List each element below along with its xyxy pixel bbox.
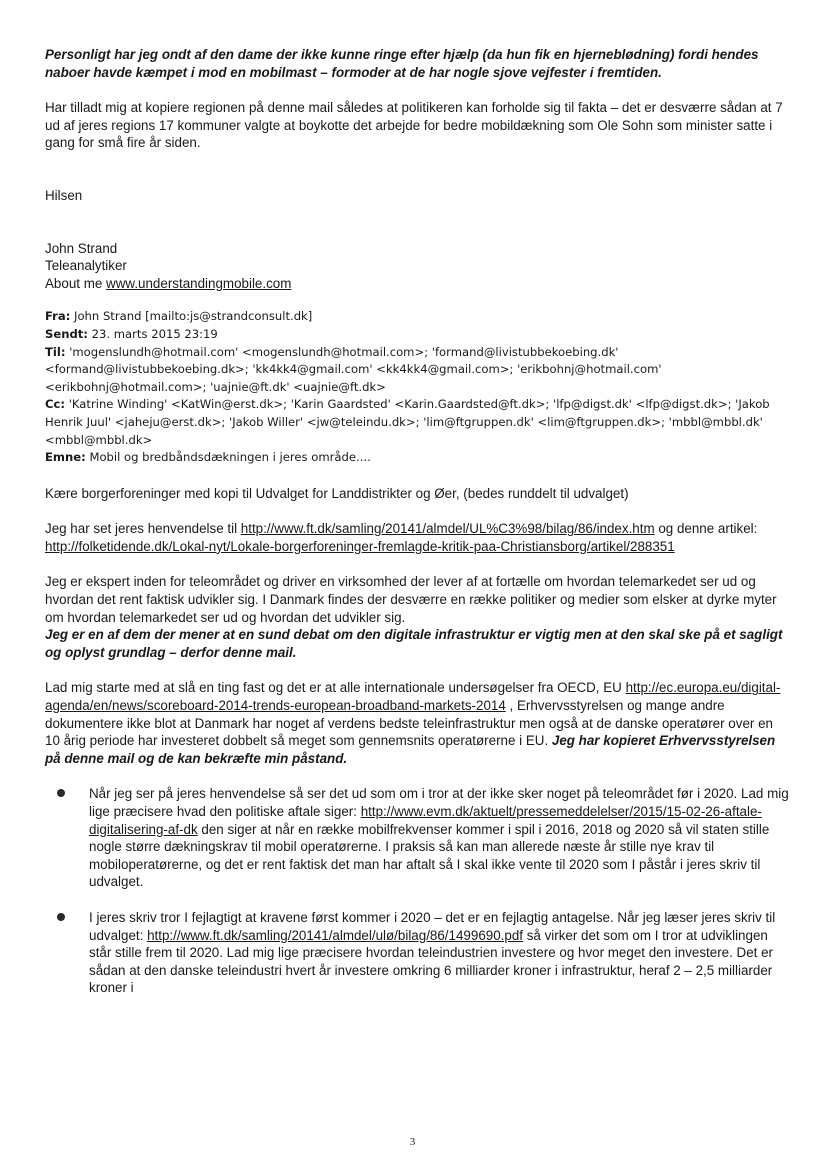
email-sent: Sendt: 23. marts 2015 23:19 — [45, 326, 218, 341]
document-page — [45, 46, 790, 997]
email-header — [45, 308, 790, 466]
salutation: Kære borgerforeninger med kopi til Udvalget for Landdistrikter og Øer, (bedes runddelt til udvalget) — [45, 485, 629, 501]
ft-pdf-link[interactable]: http://www.ft.dk/samling/20141/almdel/ulø/bilag/86/1499690.pdf — [147, 927, 523, 943]
email-cc: Cc: 'Katrine Winding' <KatWin@erst.dk>; 'Karin Gaardsted' <Karin.Gaardsted@ft.dk>; 'lfp@digst.dk' <lfp@digst.dk>; 'Jakob Henrik Juul' <jaheju@erst.dk>; 'Jakob Willer' <jw@teleindu.dk>; 'lim@ftgruppen.dk' <lim@ftgruppen.dk>; 'mbbl@mbbl.dk' <mbbl@mbbl.dk> — [45, 397, 770, 447]
page-number: 3 — [409, 1136, 416, 1148]
folketidende-link[interactable]: http://folketidende.dk/Lokal-nyt/Lokale-borgerforeninger-fremlagde-kritik-paa-Christiansborg/artikel/288351 — [45, 538, 675, 554]
signature-name: John Strand — [45, 240, 118, 256]
bullet-icon — [57, 789, 65, 797]
list-item: I jeres skriv tror I fejlagtigt at kravene først kommer i 2020 – det er en fejlagtig antagelse. Når jeg læser jeres skriv til udvalget: http://www.ft.dk/samling/20141/almdel/ulø/bilag/86/1499690.pdf så virker det som om I tror at udviklingen står stille frem til 2020. Lad mig lige præcisere hvordan teleindustrien investere og hvor meget den investere. Det er sådan at den danske teleindustri hvert år investere omkring 6 milliarder kroner i infrastruktur, heraf 2 – 2,5 milliarder kroner i — [45, 909, 790, 997]
personal-note: Personligt har jeg ondt af den dame der ikke kunne ringe efter hjælp (da hun fik en hjerneblødning) fordi hendes naboer havde kæmpet i mod en mobilmast – formoder at de har nogle sjove vejfester i fremtiden. — [45, 47, 759, 80]
signature-about: About me www.understandingmobile.com — [45, 275, 292, 291]
ft-index-link[interactable]: http://www.ft.dk/samling/20141/almdel/UL%C3%98/bilag/86/index.htm — [240, 521, 655, 537]
email-subject: Emne: Mobil og bredbåndsdækningen i jeres område.... — [45, 450, 371, 465]
bullet-icon — [57, 913, 65, 921]
list-item: Når jeg ser på jeres henvendelse så ser det ud som om i tror at der ikke sker noget på teleområdet før i 2020. Lad mig lige præcisere hvad den politiske aftale siger: http://www.evm.dk/aktuelt/pressemeddelelser/2015/15-02-26-aftale-digitalisering-af-dk den siger at når en række mobilfrekvenser kommer i spil i 2016, 2018 og 2020 så vil staten stille nogle større dækningskrav til mobil operatørerne. I praksis så kan man allerede næste år stille nye krav til mobiloperatørerne, og det er rent faktisk det man har aftalt så I skal ikke vente til 2020 som I påstår i jeres skriv til udvalget. — [45, 785, 790, 891]
region-copy-paragraph: Har tilladt mig at kopiere regionen på denne mail således at politikeren kan forholde sig til fakta – det er desværre sådan at 7 ud af jeres regions 17 kommuner valgte at boykotte det arbejde for bedre mobildækning som Ole Sohn som minister satte i gang for små fire år siden. — [45, 100, 783, 151]
evm-link[interactable]: http://www.evm.dk/aktuelt/pressemeddelelser/2015/15-02-26-aftale-digitalisering-af-dk — [89, 804, 762, 837]
ec-europa-link[interactable]: http://ec.europa.eu/digital-agenda/en/news/scoreboard-2014-trends-european-broadband-markets-2014 — [45, 680, 781, 714]
bullet-list — [45, 785, 790, 997]
about-link[interactable]: www.understandingmobile.com — [106, 275, 292, 291]
start-paragraph: Lad mig starte med at slå en ting fast og det er at alle internationale undersøgelser fra OECD, EU http://ec.europa.eu/digital-agenda/en/news/scoreboard-2014-trends-european-broadband-markets-2014 , Erhvervsstyrelsen og mange andre dokumentere ikke blot at Danmark har noget af verdens bedste teleinfrastruktur men også at de danske operatører over en 10 årig periode har investeret dobbelt så meget som gennemsnits operatørerne i EU. Jeg har kopieret Erhvervsstyrelsen på denne mail og de kan bekræfte min påstand. — [45, 680, 781, 766]
expert-paragraph: Jeg er ekspert inden for teleområdet og driver en virksomhed der lever af at fortælle om hvordan telemarkedet ser ud og hvordan det rent faktisk udvikler sig. I Danmark findes der desværre en række politiker og medier som elsker at dyrke myter om hvordan telemarkedet ser ud og hvordan det udvikler sig. Jeg er en af dem der mener at en sund debat om den digitale infrastruktur er vigtig men at den skal ske på et sagligt og oplyst grundlag – derfor denne mail. — [45, 574, 783, 660]
email-to: Til: 'mogenslundh@hotmail.com' <mogenslundh@hotmail.com>; 'formand@livistubbekoebing.dk' <formand@livistubbekoebing.dk>; 'kk4kk4@gmail.com' <kk4kk4@gmail.com>; 'erikbohnj@hotmail.com' <erikbohnj@hotmail.com>; 'uajnie@ft.dk' <uajnie@ft.dk> — [45, 344, 662, 394]
email-from: Fra: John Strand [mailto:js@strandconsult.dk] — [45, 309, 313, 324]
greeting: Hilsen — [45, 187, 83, 203]
list-spacer — [45, 891, 790, 909]
seen-paragraph: Jeg har set jeres henvendelse til http://www.ft.dk/samling/20141/almdel/UL%C3%98/bilag/86/index.htm og denne artikel: http://folketidende.dk/Lokal-nyt/Lokale-borgerforeninger-fremlagde-kritik-paa-Christiansborg/artikel/288351 — [45, 521, 758, 554]
signature-title: Teleanalytiker — [45, 258, 127, 274]
